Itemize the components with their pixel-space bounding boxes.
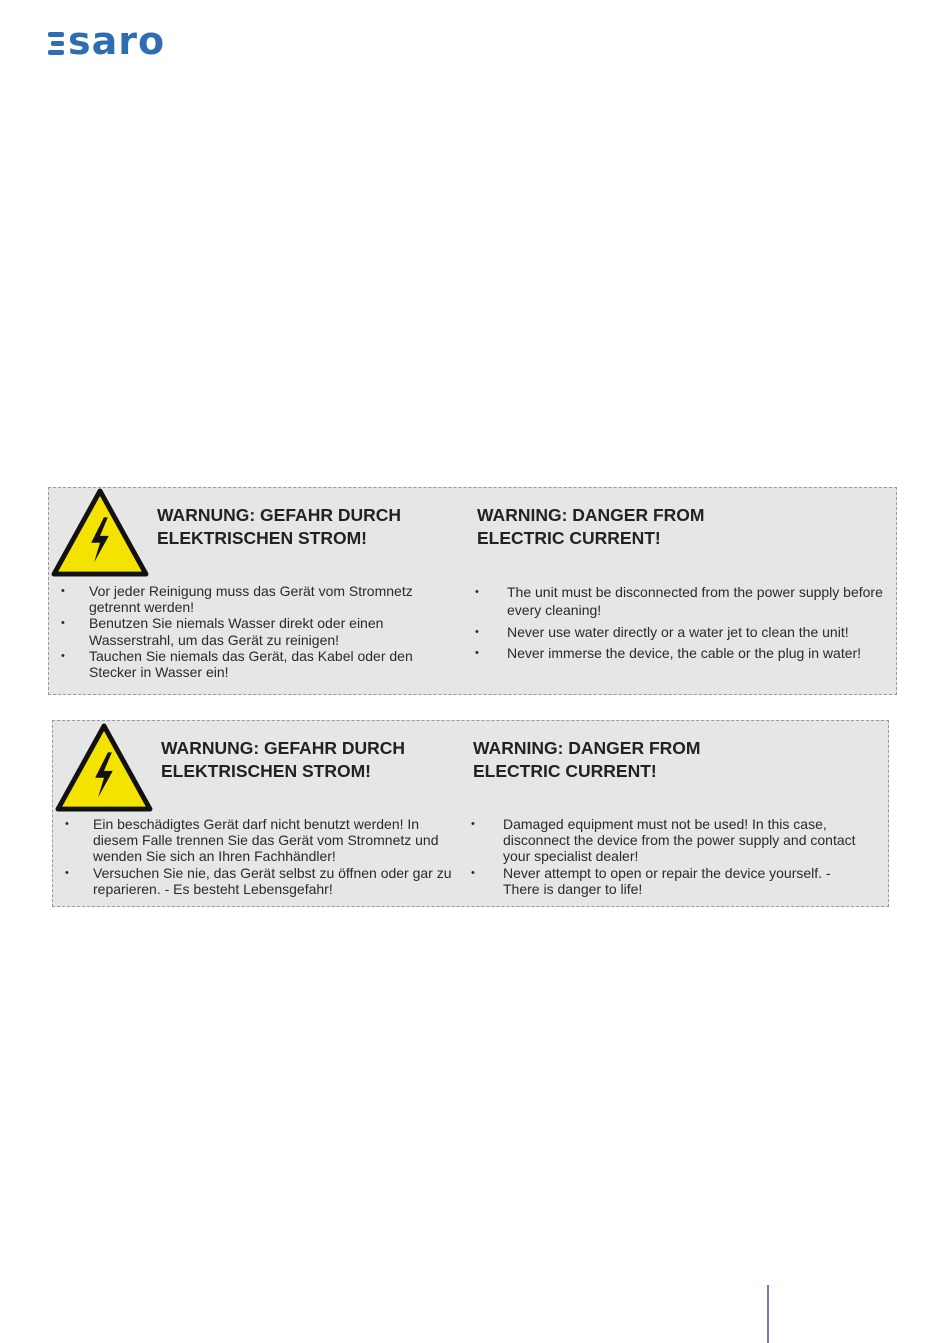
electric-hazard-warning-icon — [55, 723, 153, 813]
electric-hazard-warning-icon — [51, 488, 149, 578]
list-item: • Never immerse the device, the cable or the plug in water! — [475, 644, 885, 662]
panel-2-en-list — [471, 816, 861, 897]
warning-panel-damage — [52, 720, 889, 907]
list-item: • The unit must be disconnected from the power supply before every cleaning! — [475, 583, 885, 619]
panel-1-de-heading-line2: ELEKTRISCHEN STROM! — [157, 528, 367, 548]
list-item: • Benutzen Sie niemals Wasser direkt oder einen Wasserstrahl, um das Gerät zu reinigen! — [61, 615, 441, 647]
panel-1-en-heading-line2: ELECTRIC CURRENT! — [477, 528, 661, 548]
panel-2-de-heading-line2: ELEKTRISCHEN STROM! — [161, 761, 371, 781]
saro-logo — [48, 19, 166, 63]
saro-logo-text: saro — [68, 19, 166, 63]
list-item: • Vor jeder Reinigung muss das Gerät vom Stromnetz getrennt werden! — [61, 583, 441, 615]
panel-1-de-heading-line1: WARNUNG: GEFAHR DURCH — [157, 505, 402, 525]
footer-divider — [767, 1285, 769, 1343]
list-item: • Tauchen Sie niemals das Gerät, das Kabel oder den Stecker in Wasser ein! — [61, 648, 441, 680]
panel-2-en-heading-line2: ELECTRIC CURRENT! — [473, 761, 657, 781]
panel-2-de-list — [65, 816, 463, 897]
panel-1-de-heading — [157, 504, 401, 550]
list-item: • Damaged equipment must not be used! In this case, disconnect the device from the power supply and contact your specialist dealer! — [471, 816, 861, 865]
panel-2-en-heading-line1: WARNING: DANGER FROM — [473, 738, 701, 758]
panel-1-de-list — [61, 583, 441, 680]
panel-2-de-heading-line1: WARNUNG: GEFAHR DURCH — [161, 738, 406, 758]
list-item: • Versuchen Sie nie, das Gerät selbst zu öffnen oder gar zu reparieren. - Es besteht Lebensgefahr! — [65, 865, 463, 897]
panel-2-en-heading — [473, 737, 700, 783]
list-item: • Never use water directly or a water jet to clean the unit! — [475, 623, 885, 641]
list-item: • Never attempt to open or repair the device yourself. - There is danger to life! — [471, 865, 861, 897]
panel-1-en-heading — [477, 504, 704, 550]
panel-2-de-heading — [161, 737, 405, 783]
panel-1-en-heading-line1: WARNING: DANGER FROM — [477, 505, 705, 525]
list-item: • Ein beschädigtes Gerät darf nicht benutzt werden! In diesem Falle trennen Sie das Gerät vom Stromnetz und wenden Sie sich an Ihren Fachhändler! — [65, 816, 463, 865]
saro-logo-mark — [48, 32, 64, 55]
panel-1-en-list — [475, 583, 885, 666]
warning-panel-cleaning — [48, 487, 897, 695]
